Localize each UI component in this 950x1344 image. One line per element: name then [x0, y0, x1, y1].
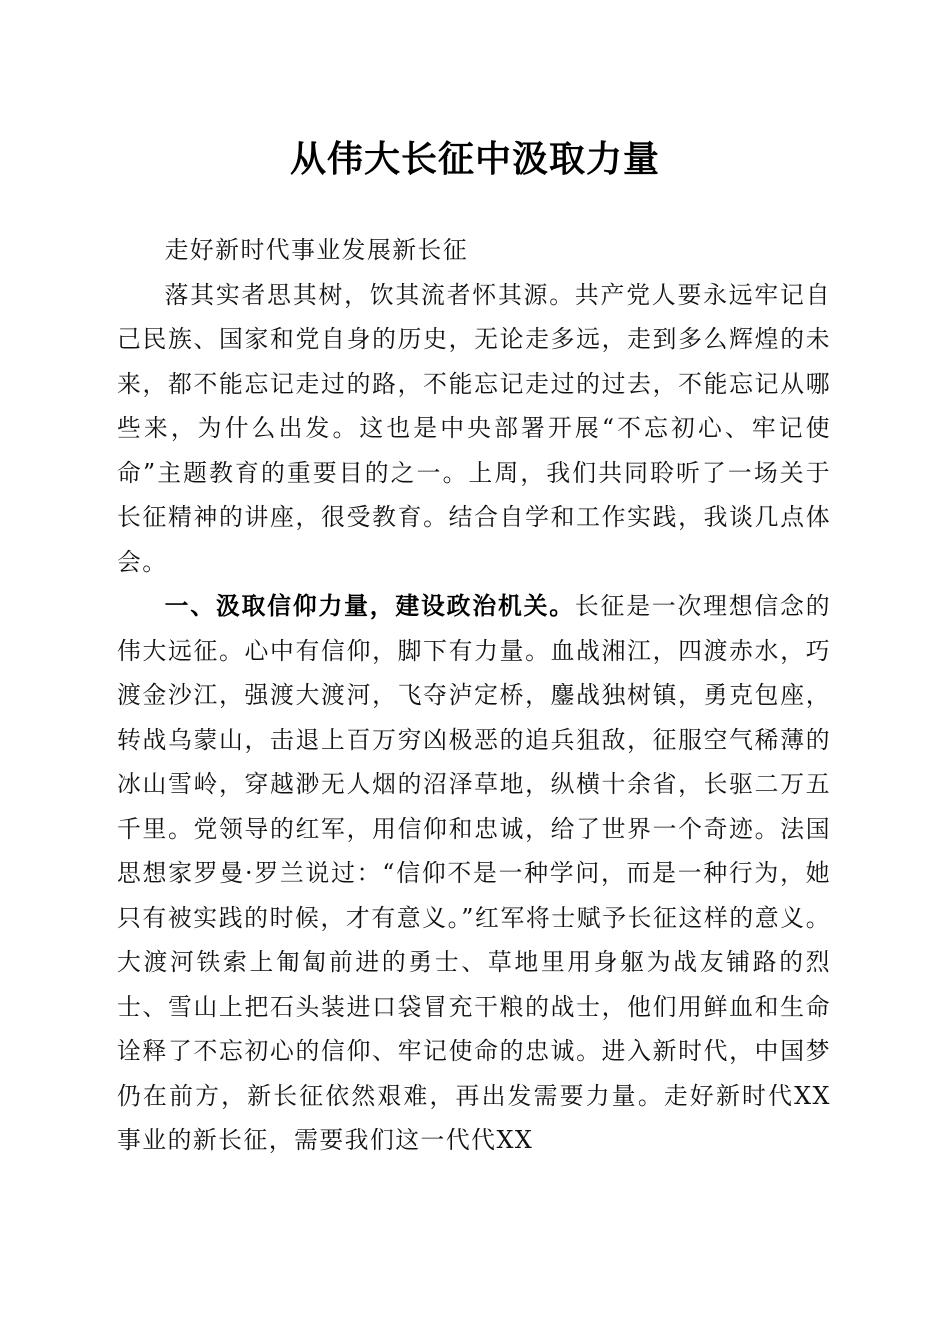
- subtitle-text: 走好新时代事业发展新长征: [164, 236, 469, 264]
- subtitle-paragraph: [117, 228, 831, 273]
- section-one-text: 长征是一次理想信念的伟大远征。心中有信仰，脚下有力量。血战湘江，四渡赤水，巧渡金沙江，强渡大渡河，飞夺泸定桥，鏖战独树镇，勇克包座，转战乌蒙山，击退上百万穷凶极恶的追兵狙敌，征服空气稀薄的冰山雪岭，穿越渺无人烟的沼泽草地，纵横十余省，长驱二万五千里。党领导的红军，用信仰和忠诚，给了世界一个奇迹。法国思想家罗曼·罗兰说过：“信仰不是一种学问，而是一种行为，她只有被实践的时候，才有意义。”红军将士赋予长征这样的意义。大渡河铁索上匍匐前进的勇士、草地里用身躯为战友铺路的烈士、雪山上把石头装进口袋冒充干粮的战士，他们用鲜血和生命诠释了不忘初心的信仰、牢记使命的忠诚。进入新时代，中国梦仍在前方，新长征依然艰难，再出发需要力量。走好新时代XX事业的新长征，需要我们这一代代XX: [117, 592, 832, 1154]
- section-one-heading: 一、汲取信仰力量，建设政治机关。: [164, 592, 575, 620]
- document-body: [117, 228, 831, 1163]
- section-one-paragraph: [117, 584, 831, 1163]
- document-title: 从伟大长征中汲取力量: [289, 138, 660, 180]
- intro-text: 落其实者思其树，饮其流者怀其源。共产党人要永远牢记自己民族、国家和党自身的历史，无论走多远，走到多么辉煌的未来，都不能忘记走过的路，不能忘记走过的过去，不能忘记从哪些来，为什么出发。这也是中央部署开展“不忘初心、牢记使命”主题教育的重要目的之一。上周，我们共同聆听了一场关于长征精神的讲座，很受教育。结合自学和工作实践，我谈几点体会。: [117, 280, 831, 576]
- intro-paragraph: [117, 273, 831, 585]
